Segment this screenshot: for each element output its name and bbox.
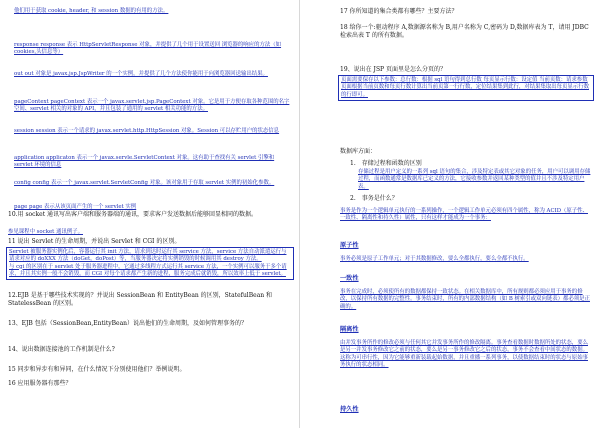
item-1-answer: 存储过程是用户定义的一系列 sql 语句的集合，涉及特定表或其它对象的任务，用户可以调用存储过程，而函数通常是数据库已定义的方法，它接收参数并返回某种类型的值并且不涉及特定用户表。 [358, 169, 591, 190]
question-12: 12.EJB 是基于哪些技术实现的？并说出 SessionBean 和 EntityBean 的区别，StatefulBean 和 StatelessBean 的区别。 [8, 292, 273, 307]
left-para-out: out out 对象是 javax.jsp.JspWriter 的一个实例，并提供了几个方法使你能用于向浏览器回送输出结果。 [14, 71, 268, 77]
answer-19: 页面需要保存以下参数：总行数：根据 sql 语句得到总行数 每页显示行数：设定值 当前页数：请求参数 页面根据当前页数和每页行数计算出当前页第一行行数，定位结果集到此行，对结果集取出每页显示行数的行即可。 [341, 77, 589, 98]
question-10: 10.用 socket 通讯写出客户端和服务器端的通讯，要求客户发送数据后能够回显相同的数据。 [8, 211, 258, 218]
answer-isolation: 由并发事务所作的修改必须与任何其它并发事务所作的修改隔离。事务查看数据时数据所处的状态，要么是另一并发事务修改它之前的状态，要么是另一事务修改它之后的状态，事务不会查看中间状态的数据。这称为可串行性，因为它能够重新装载起始数据，并且重播一系列事务，以使数据结束时的状态与原始事务执行的状态相同。 [340, 340, 588, 368]
answer-11-cgi: 与 cgi 的区别在于 servlet 处于服务器进程中，它通过多线程方式运行其 service 方法，一个实例可以服务于多个请求，并且其实例一般不会销毁，而 CGI 对每个请求都产生新的进程，服务完成后就销毁，所以效率上低于 servlet。 [9, 263, 287, 277]
answer-11-box [6, 247, 294, 280]
left-para-application: application applicaton 表示一个 javax.servle.ServletContext 对象。这有助于查找有关 servlet 引擎和 servlet 环境的信息 [14, 155, 275, 169]
right-page [300, 0, 600, 428]
question-14: 14、说出数据连接池的工作机制是什么? [8, 346, 115, 353]
left-para-pagecontext: pageContext pageContext 表示一个 javax.servlet.jsp.PageContext 对象。它是用于方便存取各种范围的名字空间、servlet 相关的对象的 API，并且包装了通用的 servlet 相关功能的方法。 [14, 99, 290, 113]
heading-consistency: 一致性 [340, 275, 359, 282]
question-16: 16 应用服务器有那些？ [8, 380, 72, 387]
answer-atomicity: 事务必须是原子工作单元；对于其数据修改，要么全都执行，要么全都不执行。 [340, 256, 529, 262]
answer-19-box [338, 75, 594, 101]
heading-isolation: 隔离性 [340, 326, 359, 333]
item-2-heading: 2. 事务是什么？ [350, 195, 398, 202]
answer-10: 参见课程中 socket 通讯例子。 [8, 229, 83, 235]
left-para-response: response response 表示 HttpServletResponse 对象，并提供了几个用于设置送回 浏览器的响应的方法（如 cookies,头信息等） [14, 42, 282, 56]
question-18: 18 给你一个:驱动程序 A,数据源名称为 B,用户名称为 C,密码为 D,数据库表为 T，请用 JDBC 检索出表 T 的所有数据。 [340, 24, 589, 39]
answer-11-servlet: Servlet 被服务器实例化后，容器运行其 init 方法，请求到达时运行其 service 方法，service 方法自动派遣运行与请求对应的 doXXX 方法（doGet，doPost）等，当服务器决定将实例销毁的时候调用其 destroy 方法。 [9, 249, 287, 263]
question-11: 11 说出 Servlet 的生命周期，并说出 Servlet 和 CGI 的区别。 [8, 238, 181, 245]
left-para-request-methods: 他们用于获取 cookie, header, 和 session 数据的有用的方法。 [14, 8, 169, 14]
item-1-heading: 1. 存储过程和函数的区别 [350, 160, 422, 167]
question-15: 15 同步和异步有和异同，在什么情况下分别使用他们？举例说明。 [8, 366, 186, 373]
question-17: 17 你所知道的集合类都有哪些？主要方法？ [340, 8, 458, 15]
left-para-session: session session 表示一个请求的 javax.servlet.http.HttpSession 对象。Session 可以存贮用户的状态信息 [14, 128, 280, 134]
left-para-page: page page 表示从该页面产生的一个 servlet 实例 [14, 204, 137, 210]
left-para-config: config config 表示一个 javax.servlet.ServletConfig 对象。该对象用于存取 servlet 实例的初始化参数。 [14, 180, 275, 186]
section-database: 数据库方面： [340, 148, 377, 155]
item-2-answer: 事务是作为一个逻辑单元执行的一系列操作，一个逻辑工作单元必须有四个属性，称为 ACID（原子性、一致性、隔离性和持久性）属性，只有这样才能成为一个事务： [340, 208, 588, 222]
question-13: 13、EJB 包括（SessionBean,EntityBean）说出他们的生命周期，及如何管理事务的？ [8, 320, 248, 327]
heading-durability: 持久性 [340, 406, 359, 413]
question-19: 19、说出在 JSP 页面里是怎么分页的？ [340, 66, 447, 73]
heading-atomicity: 原子性 [340, 242, 359, 249]
answer-consistency: 事务在完成时，必须使所有的数据都保持一致状态。在相关数据库中，所有规则都必须应用于事务的修改，以保持所有数据的完整性。事务结束时，所有的内部数据结构（如 B 树索引或双向链表）都必须是正确的。 [340, 289, 590, 310]
